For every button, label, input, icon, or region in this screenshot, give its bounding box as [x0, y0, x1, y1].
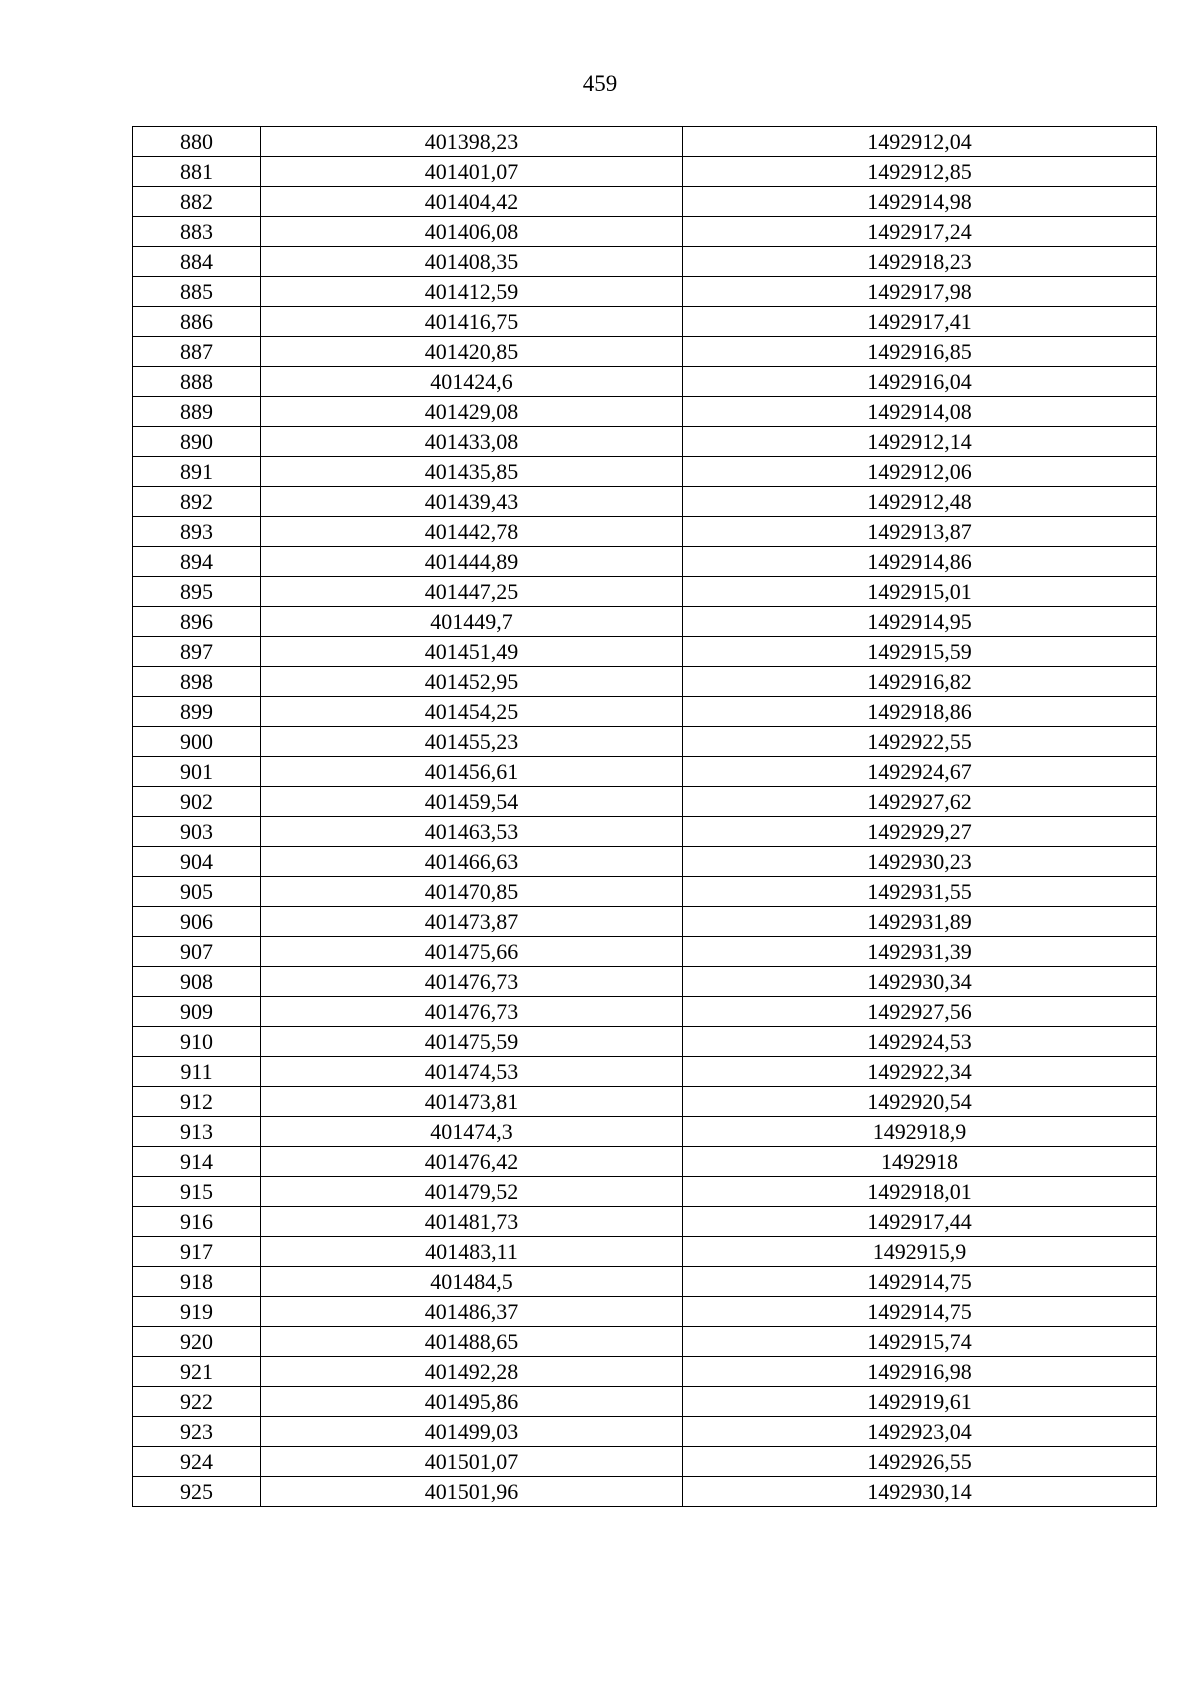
y-coordinate-cell: 1492916,85 [683, 337, 1157, 367]
x-coordinate-cell: 401499,03 [261, 1417, 683, 1447]
point-number-cell: 905 [133, 877, 261, 907]
x-coordinate-cell: 401484,5 [261, 1267, 683, 1297]
y-coordinate-cell: 1492914,95 [683, 607, 1157, 637]
point-number-cell: 887 [133, 337, 261, 367]
table-row [133, 127, 1157, 157]
y-coordinate-cell: 1492927,56 [683, 997, 1157, 1027]
x-coordinate-cell: 401420,85 [261, 337, 683, 367]
y-coordinate-cell: 1492912,06 [683, 457, 1157, 487]
y-coordinate-cell: 1492915,9 [683, 1237, 1157, 1267]
y-coordinate-cell: 1492931,55 [683, 877, 1157, 907]
point-number-cell: 881 [133, 157, 261, 187]
x-coordinate-cell: 401486,37 [261, 1297, 683, 1327]
table-row [133, 577, 1157, 607]
table-row [133, 217, 1157, 247]
point-number-cell: 925 [133, 1477, 261, 1507]
y-coordinate-cell: 1492930,14 [683, 1477, 1157, 1507]
y-coordinate-cell: 1492923,04 [683, 1417, 1157, 1447]
table-row [133, 337, 1157, 367]
y-coordinate-cell: 1492914,86 [683, 547, 1157, 577]
point-number-cell: 893 [133, 517, 261, 547]
x-coordinate-cell: 401454,25 [261, 697, 683, 727]
point-number-cell: 898 [133, 667, 261, 697]
point-number-cell: 896 [133, 607, 261, 637]
point-number-cell: 920 [133, 1327, 261, 1357]
point-number-cell: 918 [133, 1267, 261, 1297]
point-number-cell: 894 [133, 547, 261, 577]
x-coordinate-cell: 401473,87 [261, 907, 683, 937]
table-row [133, 787, 1157, 817]
table-row [133, 997, 1157, 1027]
table-row [133, 1297, 1157, 1327]
y-coordinate-cell: 1492926,55 [683, 1447, 1157, 1477]
table-row [133, 1267, 1157, 1297]
point-number-cell: 924 [133, 1447, 261, 1477]
point-number-cell: 882 [133, 187, 261, 217]
point-number-cell: 901 [133, 757, 261, 787]
y-coordinate-cell: 1492912,85 [683, 157, 1157, 187]
x-coordinate-cell: 401435,85 [261, 457, 683, 487]
point-number-cell: 909 [133, 997, 261, 1027]
table-row [133, 697, 1157, 727]
y-coordinate-cell: 1492913,87 [683, 517, 1157, 547]
y-coordinate-cell: 1492924,53 [683, 1027, 1157, 1057]
x-coordinate-cell: 401452,95 [261, 667, 683, 697]
y-coordinate-cell: 1492918 [683, 1147, 1157, 1177]
x-coordinate-cell: 401406,08 [261, 217, 683, 247]
x-coordinate-cell: 401470,85 [261, 877, 683, 907]
table-row [133, 487, 1157, 517]
x-coordinate-cell: 401476,73 [261, 997, 683, 1027]
y-coordinate-cell: 1492918,01 [683, 1177, 1157, 1207]
table-row [133, 187, 1157, 217]
point-number-cell: 912 [133, 1087, 261, 1117]
x-coordinate-cell: 401408,35 [261, 247, 683, 277]
point-number-cell: 883 [133, 217, 261, 247]
point-number-cell: 889 [133, 397, 261, 427]
table-row [133, 1387, 1157, 1417]
x-coordinate-cell: 401466,63 [261, 847, 683, 877]
table-row [133, 247, 1157, 277]
y-coordinate-cell: 1492917,44 [683, 1207, 1157, 1237]
point-number-cell: 880 [133, 127, 261, 157]
y-coordinate-cell: 1492916,98 [683, 1357, 1157, 1387]
point-number-cell: 916 [133, 1207, 261, 1237]
point-number-cell: 910 [133, 1027, 261, 1057]
coordinates-table [132, 126, 1157, 1507]
x-coordinate-cell: 401474,3 [261, 1117, 683, 1147]
table-row [133, 367, 1157, 397]
y-coordinate-cell: 1492931,89 [683, 907, 1157, 937]
x-coordinate-cell: 401449,7 [261, 607, 683, 637]
point-number-cell: 922 [133, 1387, 261, 1417]
point-number-cell: 899 [133, 697, 261, 727]
point-number-cell: 895 [133, 577, 261, 607]
table-row [133, 277, 1157, 307]
table-row [133, 907, 1157, 937]
x-coordinate-cell: 401429,08 [261, 397, 683, 427]
point-number-cell: 890 [133, 427, 261, 457]
point-number-cell: 908 [133, 967, 261, 997]
table-row [133, 757, 1157, 787]
y-coordinate-cell: 1492917,24 [683, 217, 1157, 247]
table-row [133, 457, 1157, 487]
table-row [133, 1327, 1157, 1357]
table-row [133, 307, 1157, 337]
y-coordinate-cell: 1492915,59 [683, 637, 1157, 667]
x-coordinate-cell: 401475,66 [261, 937, 683, 967]
y-coordinate-cell: 1492912,14 [683, 427, 1157, 457]
x-coordinate-cell: 401433,08 [261, 427, 683, 457]
y-coordinate-cell: 1492914,08 [683, 397, 1157, 427]
table-row [133, 1087, 1157, 1117]
y-coordinate-cell: 1492912,04 [683, 127, 1157, 157]
y-coordinate-cell: 1492916,82 [683, 667, 1157, 697]
y-coordinate-cell: 1492915,01 [683, 577, 1157, 607]
table-row [133, 1177, 1157, 1207]
x-coordinate-cell: 401447,25 [261, 577, 683, 607]
y-coordinate-cell: 1492929,27 [683, 817, 1157, 847]
table-row [133, 637, 1157, 667]
table-row [133, 967, 1157, 997]
x-coordinate-cell: 401488,65 [261, 1327, 683, 1357]
y-coordinate-cell: 1492918,9 [683, 1117, 1157, 1147]
x-coordinate-cell: 401474,53 [261, 1057, 683, 1087]
x-coordinate-cell: 401476,73 [261, 967, 683, 997]
table-row [133, 547, 1157, 577]
y-coordinate-cell: 1492918,23 [683, 247, 1157, 277]
y-coordinate-cell: 1492930,23 [683, 847, 1157, 877]
table-row [133, 157, 1157, 187]
table-row [133, 937, 1157, 967]
x-coordinate-cell: 401476,42 [261, 1147, 683, 1177]
x-coordinate-cell: 401479,52 [261, 1177, 683, 1207]
x-coordinate-cell: 401442,78 [261, 517, 683, 547]
x-coordinate-cell: 401444,89 [261, 547, 683, 577]
point-number-cell: 904 [133, 847, 261, 877]
x-coordinate-cell: 401412,59 [261, 277, 683, 307]
y-coordinate-cell: 1492914,98 [683, 187, 1157, 217]
table-row [133, 1027, 1157, 1057]
point-number-cell: 891 [133, 457, 261, 487]
table-row [133, 817, 1157, 847]
y-coordinate-cell: 1492920,54 [683, 1087, 1157, 1117]
x-coordinate-cell: 401459,54 [261, 787, 683, 817]
table-row [133, 847, 1157, 877]
y-coordinate-cell: 1492931,39 [683, 937, 1157, 967]
table-row [133, 397, 1157, 427]
table-row [133, 1117, 1157, 1147]
point-number-cell: 917 [133, 1237, 261, 1267]
point-number-cell: 911 [133, 1057, 261, 1087]
x-coordinate-cell: 401481,73 [261, 1207, 683, 1237]
point-number-cell: 903 [133, 817, 261, 847]
point-number-cell: 907 [133, 937, 261, 967]
table-row [133, 1357, 1157, 1387]
point-number-cell: 892 [133, 487, 261, 517]
table-row [133, 727, 1157, 757]
x-coordinate-cell: 401495,86 [261, 1387, 683, 1417]
table-row [133, 667, 1157, 697]
point-number-cell: 914 [133, 1147, 261, 1177]
y-coordinate-cell: 1492914,75 [683, 1267, 1157, 1297]
x-coordinate-cell: 401456,61 [261, 757, 683, 787]
x-coordinate-cell: 401451,49 [261, 637, 683, 667]
point-number-cell: 885 [133, 277, 261, 307]
point-number-cell: 915 [133, 1177, 261, 1207]
point-number-cell: 919 [133, 1297, 261, 1327]
y-coordinate-cell: 1492922,55 [683, 727, 1157, 757]
x-coordinate-cell: 401501,07 [261, 1447, 683, 1477]
y-coordinate-cell: 1492930,34 [683, 967, 1157, 997]
table-row [133, 1057, 1157, 1087]
y-coordinate-cell: 1492927,62 [683, 787, 1157, 817]
coordinates-table-body [133, 127, 1157, 1507]
x-coordinate-cell: 401424,6 [261, 367, 683, 397]
x-coordinate-cell: 401455,23 [261, 727, 683, 757]
y-coordinate-cell: 1492917,41 [683, 307, 1157, 337]
y-coordinate-cell: 1492917,98 [683, 277, 1157, 307]
y-coordinate-cell: 1492912,48 [683, 487, 1157, 517]
point-number-cell: 902 [133, 787, 261, 817]
x-coordinate-cell: 401483,11 [261, 1237, 683, 1267]
point-number-cell: 897 [133, 637, 261, 667]
y-coordinate-cell: 1492924,67 [683, 757, 1157, 787]
x-coordinate-cell: 401492,28 [261, 1357, 683, 1387]
point-number-cell: 884 [133, 247, 261, 277]
x-coordinate-cell: 401439,43 [261, 487, 683, 517]
table-row [133, 1147, 1157, 1177]
y-coordinate-cell: 1492914,75 [683, 1297, 1157, 1327]
point-number-cell: 886 [133, 307, 261, 337]
table-row [133, 1207, 1157, 1237]
x-coordinate-cell: 401473,81 [261, 1087, 683, 1117]
table-row [133, 517, 1157, 547]
y-coordinate-cell: 1492922,34 [683, 1057, 1157, 1087]
x-coordinate-cell: 401501,96 [261, 1477, 683, 1507]
y-coordinate-cell: 1492916,04 [683, 367, 1157, 397]
table-row [133, 1477, 1157, 1507]
y-coordinate-cell: 1492919,61 [683, 1387, 1157, 1417]
x-coordinate-cell: 401475,59 [261, 1027, 683, 1057]
x-coordinate-cell: 401463,53 [261, 817, 683, 847]
point-number-cell: 906 [133, 907, 261, 937]
point-number-cell: 913 [133, 1117, 261, 1147]
table-row [133, 877, 1157, 907]
x-coordinate-cell: 401401,07 [261, 157, 683, 187]
x-coordinate-cell: 401416,75 [261, 307, 683, 337]
x-coordinate-cell: 401398,23 [261, 127, 683, 157]
y-coordinate-cell: 1492915,74 [683, 1327, 1157, 1357]
y-coordinate-cell: 1492918,86 [683, 697, 1157, 727]
point-number-cell: 900 [133, 727, 261, 757]
table-row [133, 1237, 1157, 1267]
table-row [133, 1447, 1157, 1477]
table-row [133, 427, 1157, 457]
x-coordinate-cell: 401404,42 [261, 187, 683, 217]
table-row [133, 1417, 1157, 1447]
page-number: 459 [582, 71, 618, 96]
table-row [133, 607, 1157, 637]
point-number-cell: 921 [133, 1357, 261, 1387]
point-number-cell: 888 [133, 367, 261, 397]
point-number-cell: 923 [133, 1417, 261, 1447]
